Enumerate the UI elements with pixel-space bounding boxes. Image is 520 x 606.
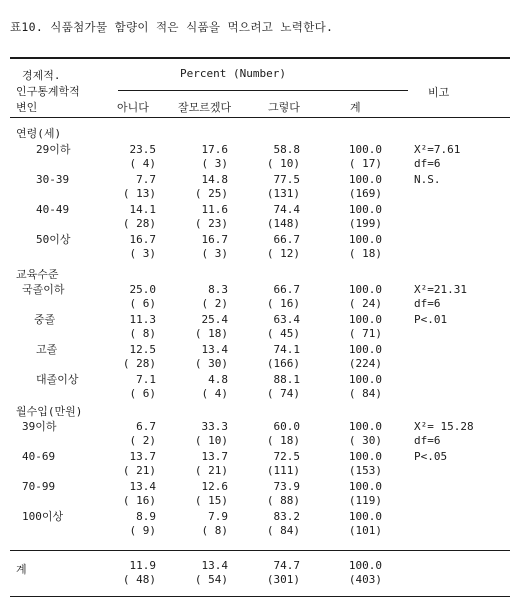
percent-cell: 16.7 (201, 233, 228, 246)
group-label: 월수입(만원) (16, 405, 83, 418)
count-cell: ( 2) (129, 434, 156, 447)
percent-cell: 100.0 (348, 283, 382, 296)
row-label: 39이하 (22, 420, 57, 433)
row-label: 대졸이상 (36, 373, 79, 386)
count-cell: (148) (266, 217, 300, 230)
count-cell: (153) (348, 464, 382, 477)
percent-cell: 66.7 (273, 283, 300, 296)
percent-cell: 58.8 (273, 143, 300, 156)
percent-cell: 100.0 (348, 480, 382, 493)
percent-cell: 100.0 (348, 450, 382, 463)
count-cell: ( 30) (348, 434, 382, 447)
total-pct-unsure: 13.4 (201, 559, 228, 572)
count-cell: (169) (348, 187, 382, 200)
count-cell: ( 28) (122, 357, 156, 370)
percent-cell: 11.6 (201, 203, 228, 216)
total-top-rule (10, 550, 510, 551)
total-num-unsure: ( 54) (194, 573, 228, 586)
bottom-rule (10, 596, 510, 597)
note-cell: N.S. (414, 173, 441, 186)
row-label: 50이상 (36, 233, 71, 246)
note-cell: X²=21.31 (414, 283, 467, 296)
total-label: 계 (16, 563, 27, 576)
row-label-header-line: 경제적. (22, 69, 61, 82)
count-cell: (111) (266, 464, 300, 477)
total-num-no: ( 48) (122, 573, 156, 586)
note-cell: X²=7.61 (414, 143, 461, 156)
percent-cell: 13.4 (129, 480, 156, 493)
count-cell: ( 4) (201, 387, 228, 400)
percent-cell: 74.1 (273, 343, 300, 356)
row-label-header-line: 인구통계학적 (16, 85, 80, 98)
note-cell: df=6 (414, 434, 441, 447)
header-span-rule (118, 90, 408, 91)
percent-cell: 100.0 (348, 313, 382, 326)
percent-cell: 8.3 (208, 283, 228, 296)
percent-cell: 73.9 (273, 480, 300, 493)
percent-cell: 100.0 (348, 143, 382, 156)
percent-cell: 13.7 (129, 450, 156, 463)
percent-cell: 23.5 (129, 143, 156, 156)
count-cell: ( 3) (129, 247, 156, 260)
count-cell: ( 18) (194, 327, 228, 340)
row-label: 29이하 (36, 143, 71, 156)
count-cell: ( 71) (348, 327, 382, 340)
percent-cell: 33.3 (201, 420, 228, 433)
count-cell: ( 18) (266, 434, 300, 447)
count-cell: ( 18) (348, 247, 382, 260)
count-cell: ( 8) (129, 327, 156, 340)
percent-cell: 60.0 (273, 420, 300, 433)
row-label: 40-49 (36, 203, 70, 216)
percent-cell: 25.4 (201, 313, 228, 326)
count-cell: ( 74) (266, 387, 300, 400)
percent-cell: 16.7 (129, 233, 156, 246)
percent-cell: 14.8 (201, 173, 228, 186)
count-cell: (199) (348, 217, 382, 230)
count-cell: (224) (348, 357, 382, 370)
note-cell: df=6 (414, 297, 441, 310)
percent-cell: 63.4 (273, 313, 300, 326)
count-cell: ( 28) (122, 217, 156, 230)
total-num-yes: (301) (266, 573, 300, 586)
count-cell: ( 45) (266, 327, 300, 340)
percent-cell: 13.7 (201, 450, 228, 463)
percent-cell: 7.7 (136, 173, 156, 186)
count-cell: ( 15) (194, 494, 228, 507)
count-cell: ( 6) (129, 297, 156, 310)
percent-cell: 100.0 (348, 373, 382, 386)
count-cell: ( 10) (194, 434, 228, 447)
count-cell: ( 84) (348, 387, 382, 400)
count-cell: ( 16) (122, 494, 156, 507)
count-cell: ( 4) (129, 157, 156, 170)
percent-number-header: Percent (Number) (180, 67, 286, 80)
percent-cell: 100.0 (348, 173, 382, 186)
percent-cell: 11.3 (129, 313, 156, 326)
count-cell: (101) (348, 524, 382, 537)
percent-cell: 66.7 (273, 233, 300, 246)
count-cell: ( 24) (348, 297, 382, 310)
group-label: 교육수준 (16, 268, 59, 281)
total-pct-no: 11.9 (129, 559, 156, 572)
count-cell: ( 21) (122, 464, 156, 477)
count-cell: (166) (266, 357, 300, 370)
percent-cell: 100.0 (348, 420, 382, 433)
percent-cell: 83.2 (273, 510, 300, 523)
row-label: 40-69 (22, 450, 56, 463)
percent-cell: 7.1 (136, 373, 156, 386)
count-cell: ( 13) (122, 187, 156, 200)
total-pct-total: 100.0 (348, 559, 382, 572)
count-cell: ( 30) (194, 357, 228, 370)
percent-cell: 100.0 (348, 203, 382, 216)
group-label: 연령(세) (16, 127, 62, 140)
count-cell: ( 12) (266, 247, 300, 260)
count-cell: ( 2) (201, 297, 228, 310)
percent-cell: 25.0 (129, 283, 156, 296)
count-cell: ( 84) (266, 524, 300, 537)
column-header-total: 계 (350, 101, 361, 114)
percent-cell: 4.8 (208, 373, 228, 386)
percent-cell: 7.9 (208, 510, 228, 523)
percent-cell: 100.0 (348, 233, 382, 246)
header-bottom-rule (10, 117, 510, 118)
column-header-yes: 그렇다 (268, 101, 300, 114)
count-cell: ( 21) (194, 464, 228, 477)
count-cell: ( 25) (194, 187, 228, 200)
column-header-unsure: 잘모르겠다 (178, 101, 232, 114)
count-cell: ( 23) (194, 217, 228, 230)
row-label: 고졸 (36, 343, 58, 356)
count-cell: ( 16) (266, 297, 300, 310)
count-cell: (119) (348, 494, 382, 507)
note-cell: X²= 15.28 (414, 420, 474, 433)
note-header: 비고 (428, 86, 450, 99)
count-cell: ( 6) (129, 387, 156, 400)
table-title: 표10. 식품첨가물 함량이 적은 식품을 먹으려고 노력한다. (10, 20, 334, 34)
note-cell: P<.05 (414, 450, 448, 463)
percent-cell: 12.5 (129, 343, 156, 356)
top-rule (10, 57, 510, 59)
count-cell: ( 9) (129, 524, 156, 537)
row-label: 중졸 (34, 313, 56, 326)
percent-cell: 88.1 (273, 373, 300, 386)
column-header-no: 아니다 (117, 101, 149, 114)
percent-cell: 100.0 (348, 510, 382, 523)
count-cell: ( 3) (201, 157, 228, 170)
percent-cell: 100.0 (348, 343, 382, 356)
percent-cell: 6.7 (136, 420, 156, 433)
count-cell: (131) (266, 187, 300, 200)
count-cell: ( 8) (201, 524, 228, 537)
percent-cell: 77.5 (273, 173, 300, 186)
total-num-total: (403) (348, 573, 382, 586)
percent-cell: 13.4 (201, 343, 228, 356)
row-label-header-line: 변인 (16, 101, 38, 114)
count-cell: ( 3) (201, 247, 228, 260)
percent-cell: 12.6 (201, 480, 228, 493)
row-label: 30-39 (36, 173, 70, 186)
percent-cell: 8.9 (136, 510, 156, 523)
note-cell: df=6 (414, 157, 441, 170)
count-cell: ( 88) (266, 494, 300, 507)
total-pct-yes: 74.7 (273, 559, 300, 572)
count-cell: ( 17) (348, 157, 382, 170)
percent-cell: 17.6 (201, 143, 228, 156)
percent-cell: 72.5 (273, 450, 300, 463)
note-cell: P<.01 (414, 313, 448, 326)
percent-cell: 14.1 (129, 203, 156, 216)
row-label: 100이상 (22, 510, 64, 523)
percent-cell: 74.4 (273, 203, 300, 216)
row-label: 70-99 (22, 480, 56, 493)
row-label: 국졸이하 (22, 283, 65, 296)
count-cell: ( 10) (266, 157, 300, 170)
